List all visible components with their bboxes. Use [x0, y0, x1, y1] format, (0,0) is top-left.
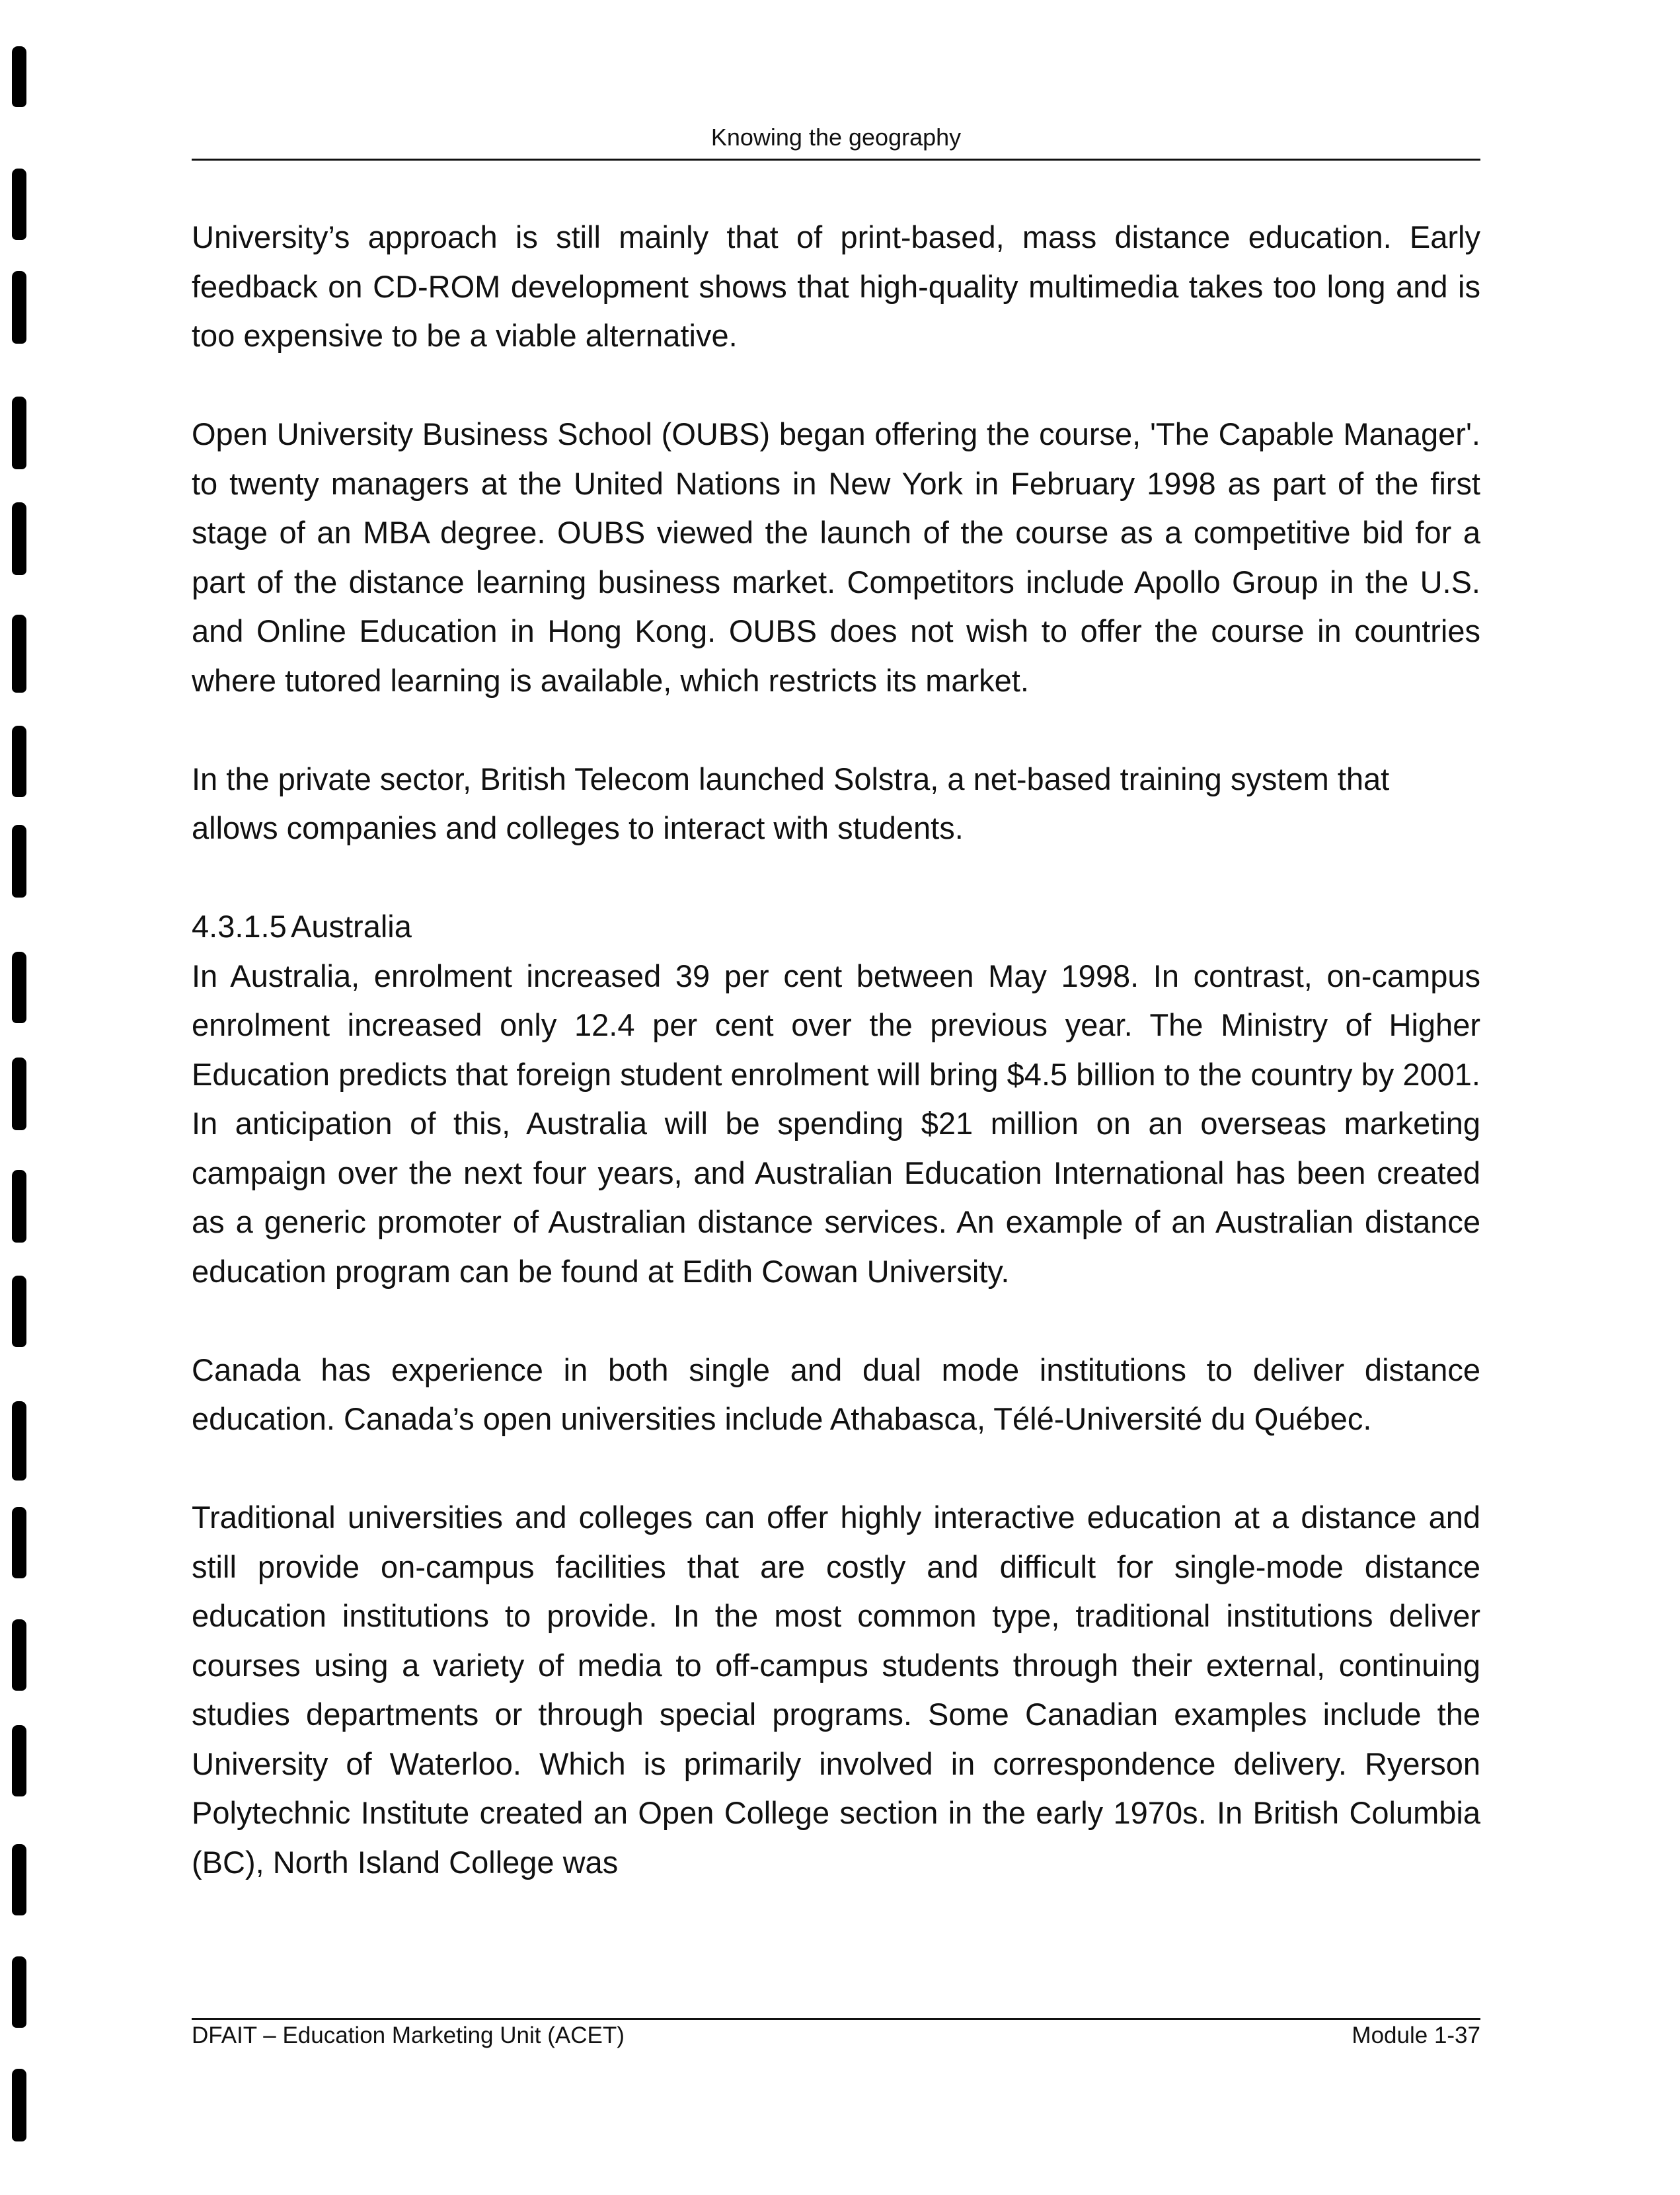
- page-number: Module 1-37: [1352, 2022, 1480, 2048]
- paragraph: Open University Business School (OUBS) began offering the course, 'The Capable Manager'. to twenty managers at the United Nations in New York in February 1998 as part of the first stage of an MBA degree. OUBS viewed the launch of the course as a competitive bid for a part of the distance learning business market. Competitors include Apollo Group in the U.S. and Online Education in Hong Kong. OUBS does not wish to offer the course in countries where tutored learning is available, which restricts its market.: [192, 416, 1480, 698]
- section-heading: [192, 902, 1480, 952]
- paragraph: University’s approach is still mainly that of print-based, mass distance education. Early feedback on CD-ROM development shows that high-quality multimedia takes too long and is too expensive to be a viable alternative.: [192, 219, 1480, 353]
- footer-publisher: DFAIT – Education Marketing Unit (ACET): [192, 2022, 625, 2048]
- header-rule: [192, 159, 1480, 161]
- paragraph: Traditional universities and colleges can offer highly interactive education at a distance and still provide on-campus facilities that are costly and difficult for single-mode distance education institutions to provide. In the most common type, traditional institutions deliver courses using a variety of media to off-campus students through their external, continuing studies departments or through special programs. Some Canadian examples include the University of Waterloo. Which is primarily involved in correspondence delivery. Ryerson Polytechnic Institute created an Open College section in the early 1970s. In British Columbia (BC), North Island College was: [192, 1500, 1480, 1880]
- paragraph: Canada has experience in both single and dual mode institutions to deliver distance education. Canada’s open universities include Athabasca, Télé-Université du Québec.: [192, 1352, 1480, 1436]
- footer-rule: [192, 2018, 1480, 2020]
- page-body: [192, 213, 1480, 1887]
- paragraph: In the private sector, British Telecom launched Solstra, a net-based training system that allows companies and colleges to interact with students.: [192, 761, 1390, 845]
- section-title: Australia: [291, 909, 412, 944]
- running-header: Knowing the geography: [710, 124, 962, 151]
- paragraph: In Australia, enrolment increased 39 per cent between May 1998. In contrast, on-campus enrolment increased only 12.4 per cent over the previous year. The Ministry of Higher Education predicts that foreign student enrolment will bring $4.5 billion to the country by 2001. In anticipation of this, Australia will be spending $21 million on an overseas marketing campaign over the next four years, and Australian Education International has been created as a generic promoter of Australian distance services. An example of an Australian distance education program can be found at Edith Cowan University.: [192, 958, 1480, 1289]
- binding-hole-marks: [0, 0, 53, 2195]
- section-number: 4.3.1.5: [192, 909, 287, 944]
